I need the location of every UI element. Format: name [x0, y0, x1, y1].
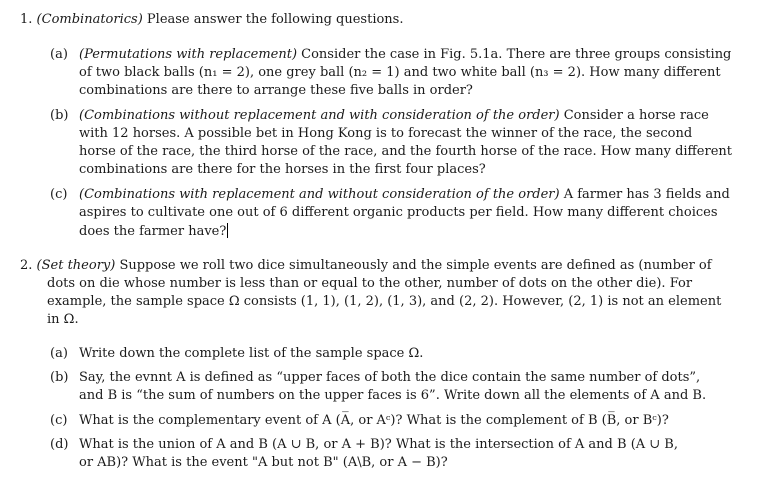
- question-2-line-2: dots on die whose number is less than or equal to the other, number of dots on the other die). For: [47, 276, 693, 291]
- q1-part-b-label: (b): [50, 108, 69, 123]
- q1-part-c-line-1: [79, 187, 730, 203]
- q1-part-c-line-2: aspires to cultivate one out of 6 different organic products per field. How many different choices: [79, 205, 718, 220]
- q2-part-d-line-1: What is the union of A and B (A ∪ B, or A + B)? What is the intersection of A and B (A ∪ B,: [79, 437, 678, 452]
- q1-part-c-topic: (Combinations with replacement and without consideration of the order): [79, 187, 560, 202]
- q1-part-b-line-3: horse of the race, the third horse of the race, and the fourth horse of the race. How many different: [79, 144, 732, 159]
- question-2-topic: (Set theory): [36, 258, 116, 273]
- question-2-number: 2.: [20, 258, 33, 273]
- question-1-topic: (Combinatorics): [36, 12, 143, 27]
- q1-part-b-text-1: Consider a horse race: [559, 108, 709, 123]
- q1-part-b-line-4: combinations are there for the horses in the first four places?: [79, 162, 486, 177]
- question-2-line-3: example, the sample space Ω consists (1, 1), (1, 2), (1, 3), and (2, 2). However, (2, 1) is not an element: [47, 294, 722, 309]
- q1-part-c-label: (c): [50, 187, 68, 202]
- q1-part-a-topic: (Permutations with replacement): [79, 47, 298, 62]
- q1-part-a-line-2: of two black balls (n₁ = 2), one grey ball (n₂ = 1) and two white ball (n₃ = 2). How many different: [79, 65, 721, 80]
- q1-part-b-line-1: [79, 108, 709, 124]
- q1-part-c-line-3[interactable]: [79, 223, 228, 240]
- question-1-intro: Please answer the following questions.: [142, 12, 404, 27]
- q2-part-b-line-1: Say, the evnnt A is defined as “upper faces of both the dice contain the same number of dots”,: [79, 370, 701, 385]
- question-1-heading: [20, 12, 403, 28]
- question-2-text-1: Suppose we roll two dice simultaneously and the simple events are defined as (number of: [115, 258, 712, 273]
- q1-part-a-line-3: combinations are there to arrange these five balls in order?: [79, 83, 473, 98]
- q2-part-d-label: (d): [50, 437, 69, 452]
- question-2-line-4: in Ω.: [47, 312, 79, 327]
- question-2-line-1: [20, 258, 712, 274]
- q2-part-d-line-2: or AB)? What is the event "A but not B" (A\B, or A − B)?: [79, 455, 448, 470]
- q1-part-b-line-2: with 12 horses. A possible bet in Hong Kong is to forecast the winner of the race, the second: [79, 126, 693, 141]
- q1-part-a-text-1: Consider the case in Fig. 5.1a. There are three groups consisting: [297, 47, 732, 62]
- q2-part-b-label: (b): [50, 370, 69, 385]
- q2-part-c-label: (c): [50, 413, 68, 428]
- q1-part-c-text-1: A farmer has 3 fields and: [559, 187, 730, 202]
- text-cursor: [227, 223, 228, 238]
- q1-part-a-line-1: [79, 47, 731, 63]
- q1-part-a-label: (a): [50, 47, 68, 62]
- q2-part-c-line-1: What is the complementary event of A (A̅, or Aᶜ)? What is the complement of B (B̅, or Bᶜ)?: [79, 413, 669, 428]
- question-1-number: 1.: [20, 12, 33, 27]
- q1-part-b-topic: (Combinations without replacement and with consideration of the order): [79, 108, 560, 123]
- q2-part-a-label: (a): [50, 346, 68, 361]
- q1-part-c-text-3: does the farmer have?: [79, 224, 227, 239]
- q2-part-b-line-2: and B is “the sum of numbers on the upper faces is 6”. Write down all the elements of A and B.: [79, 388, 707, 403]
- q2-part-a-line-1: Write down the complete list of the sample space Ω.: [79, 346, 424, 361]
